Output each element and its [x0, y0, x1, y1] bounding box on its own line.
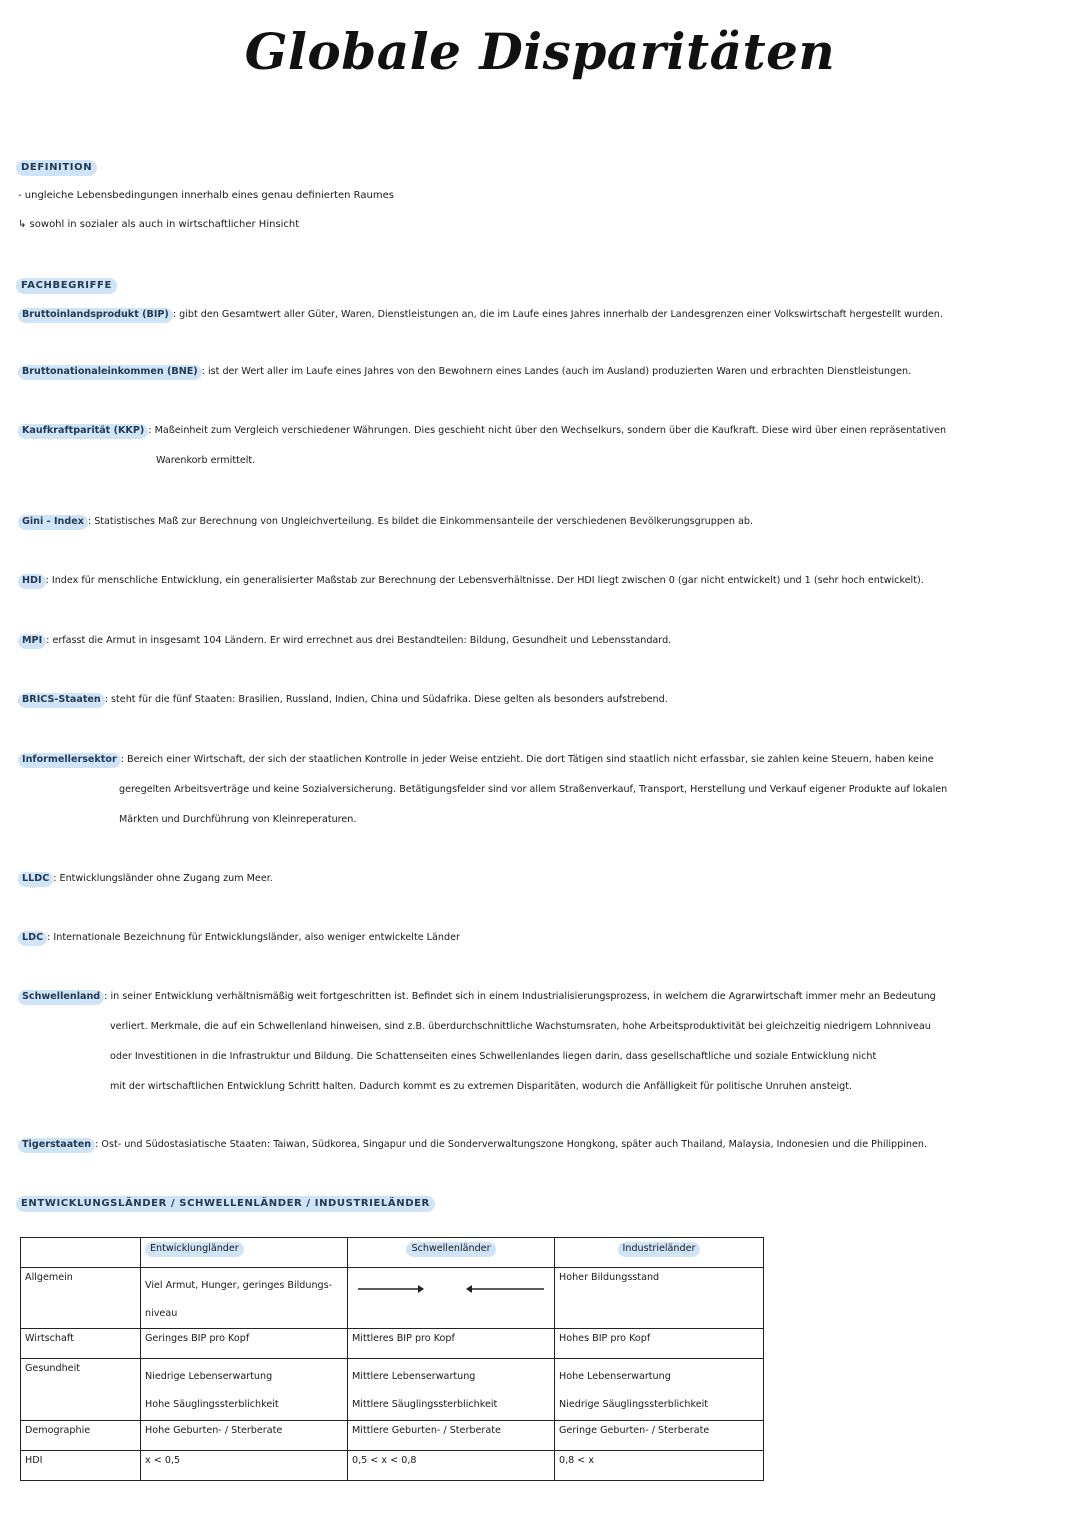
- term-text-continued: geregelten Arbeitsverträge und keine Sozialversicherung. Betätigungsfelder sind vor allem Straßenverkauf, Transport, Herstellung und Verkauf eigener Produkte auf lokalen: [119, 784, 948, 795]
- table-header-empty: [21, 1238, 141, 1268]
- definition-line-2: ↳ sowohl in sozialer als auch in wirtschaftlicher Hinsicht: [18, 219, 300, 230]
- term-text-continued: Märkten und Durchführung von Kleinreperaturen.: [119, 814, 357, 825]
- row-label: Wirtschaft: [21, 1329, 141, 1359]
- table-cell: Mittlere Lebenserwartung Mittlere Säuglingssterblichkeit: [348, 1359, 555, 1421]
- term-entry-tigerstaaten: Tigerstaaten : Ost- und Südostasiatische Staaten: Taiwan, Südkorea, Singapur und die Sonderverwaltungszone Hongkong, später auch Thailand, Malaysia, Indonesien und die Philippinen.: [18, 1130, 1064, 1160]
- arrow-right-icon: [358, 1284, 424, 1294]
- row-label: Demographie: [21, 1421, 141, 1451]
- term-label: Bruttonationaleinkommen (BNE): [18, 365, 202, 380]
- term-label: LLDC: [18, 872, 53, 887]
- term-label: BRICS-Staaten: [18, 693, 105, 708]
- table-row: [21, 1268, 764, 1329]
- section-heading-fachbegriffe: FACHBEGRIFFE: [16, 278, 117, 294]
- term-text: ist der Wert aller im Laufe eines Jahres von den Bewohnern eines Landes (auch im Ausland) produzierten Waren und erbrachten Dienstleistungen.: [207, 366, 912, 377]
- table-cell: Viel Armut, Hunger, geringes Bildungs-niveau: [141, 1268, 348, 1329]
- term-entry-gini: Gini - Index : Statistisches Maß zur Berechnung von Ungleichverteilung. Es bildet die Einkommensanteile der verschiedenen Bevölkerungsgruppen ab.: [18, 507, 1064, 537]
- term-text: steht für die fünf Staaten: Brasilien, Russland, Indien, China und Südafrika. Diese gelten als besonders aufstrebend.: [111, 694, 668, 705]
- row-label: Allgemein: [21, 1268, 141, 1329]
- term-text: Internationale Bezeichnung für Entwicklungsländer, also weniger entwickelte Länder: [53, 932, 460, 943]
- table-header-cell: Industrieländer: [555, 1238, 764, 1268]
- term-text-continued: mit der wirtschaftlichen Entwicklung Schritt halten. Dadurch kommt es zu extremen Disparitäten, wodurch die Anfälligkeit für politische Unruhen ansteigt.: [110, 1081, 853, 1092]
- table-row: [21, 1359, 764, 1421]
- table-cell: Hohe Geburten- / Sterberate: [141, 1421, 348, 1451]
- term-text: Statistisches Maß zur Berechnung von Ungleichverteilung. Es bildet die Einkommensanteile der verschiedenen Bevölkerungsgruppen ab.: [94, 516, 754, 527]
- term-entry-bip: Bruttoinlandsprodukt (BIP) : gibt den Gesamtwert aller Güter, Waren, Dienstleistungen an, die im Laufe eines Jahres innerhalb der Landesgrenzen einer Volkswirtschaft hergestellt wurden.: [18, 300, 1064, 330]
- section-heading-comparison: ENTWICKLUNGSLÄNDER / SCHWELLENLÄNDER / INDUSTRIELÄNDER: [16, 1196, 435, 1212]
- table-cell: Geringe Geburten- / Sterberate: [555, 1421, 764, 1451]
- table-cell: Hoher Bildungsstand: [555, 1268, 764, 1329]
- term-label: Tigerstaaten: [18, 1138, 95, 1153]
- term-text-continued: oder Investitionen in die Infrastruktur und Bildung. Die Schattenseiten eines Schwellenlandes liegen darin, dass gesellschaftliche und soziale Entwicklung nicht: [110, 1051, 877, 1062]
- term-text: Index für menschliche Entwicklung, ein generalisierter Maßstab zur Berechnung der Lebensverhältnisse. Der HDI liegt zwischen 0 (gar nicht entwickelt) und 1 (sehr hoch entwickelt).: [51, 575, 924, 586]
- table-cell: Geringes BIP pro Kopf: [141, 1329, 348, 1359]
- term-text: gibt den Gesamtwert aller Güter, Waren, Dienstleistungen an, die im Laufe eines Jahres innerhalb der Landesgrenzen einer Volkswirtschaft hergestellt wurden.: [179, 309, 943, 320]
- term-text: Bereich einer Wirtschaft, der sich der staatlichen Kontrolle in jeder Weise entzieht. Die dort Tätigen sind staatlich nicht erfassbar, sie zahlen keine Steuern, haben keine: [127, 754, 934, 765]
- term-text: Entwicklungsländer ohne Zugang zum Meer.: [59, 873, 273, 884]
- term-label: Gini - Index: [18, 515, 88, 530]
- table-cell: Mittleres BIP pro Kopf: [348, 1329, 555, 1359]
- row-label: Gesundheit: [21, 1359, 141, 1421]
- term-entry-bne: Bruttonationaleinkommen (BNE) : ist der Wert aller im Laufe eines Jahres von den Bewohnern eines Landes (auch im Ausland) produzierten Waren und erbrachten Dienstleistungen.: [18, 357, 1064, 387]
- term-text-continued: verliert. Merkmale, die auf ein Schwellenland hinweisen, sind z.B. überdurchschnittliche Wachstumsraten, hohe Arbeitsproduktivität bei gleichzeitig niedrigem Lohnniveau: [110, 1021, 931, 1032]
- definition-line-1: - ungleiche Lebensbedingungen innerhalb eines genau definierten Raumes: [18, 190, 394, 201]
- term-entry-brics: BRICS-Staaten : steht für die fünf Staaten: Brasilien, Russland, Indien, China und Südafrika. Diese gelten als besonders aufstrebend.: [18, 685, 1064, 715]
- page-title: Globale Disparitäten: [244, 22, 836, 81]
- term-label: HDI: [18, 574, 46, 589]
- arrow-left-icon: [466, 1284, 544, 1294]
- table-cell: Niedrige Lebenserwartung Hohe Säuglingssterblichkeit: [141, 1359, 348, 1421]
- term-entry-ldc: LDC : Internationale Bezeichnung für Entwicklungsländer, also weniger entwickelte Länder: [18, 923, 1064, 953]
- term-entry-hdi: HDI : Index für menschliche Entwicklung, ein generalisierter Maßstab zur Berechnung der Lebensverhältnisse. Der HDI liegt zwischen 0 (gar nicht entwickelt) und 1 (sehr hoch entwickelt).: [18, 566, 1064, 596]
- table-cell: Mittlere Geburten- / Sterberate: [348, 1421, 555, 1451]
- table-cell: x < 0,5: [141, 1451, 348, 1481]
- term-entry-lldc: LLDC : Entwicklungsländer ohne Zugang zum Meer.: [18, 864, 1064, 894]
- table-cell-arrows: [348, 1268, 555, 1329]
- table-header-cell: Schwellenländer: [348, 1238, 555, 1268]
- term-entry-schwellenland: Schwellenland : in seiner Entwicklung verhältnismäßig weit fortgeschritten ist. Befindet sich in einem Industrialisierungsprozess, in welchem die Agrarwirtschaft immer mehr an Bedeutung verliert. Merkmale, die auf ein Schwellenland hinweisen, sind z.B. überdurchschnittliche Wachstumsraten, hohe Arbeitsproduktivität bei gleichzeitig niedrigem Lohnniveau oder Investitionen in die Infrastruktur und Bildung. Die Schattenseiten eines Schwellenlandes liegen darin, dass gesellschaftliche und soziale Entwicklung nicht mit der wirtschaftlichen Entwicklung Schritt halten. Dadurch kommt es zu extremen Disparitäten, wodurch die Anfälligkeit für politische Unruhen ansteigt.: [18, 982, 1064, 1102]
- term-text: erfasst die Armut in insgesamt 104 Ländern. Er wird errechnet aus drei Bestandteilen: Bildung, Gesundheit und Lebensstandard.: [52, 635, 672, 646]
- table-row: [21, 1451, 764, 1481]
- term-label: Schwellenland: [18, 990, 104, 1005]
- term-label: LDC: [18, 931, 47, 946]
- table-header-cell: Entwicklungländer: [141, 1238, 348, 1268]
- term-label: Bruttoinlandsprodukt (BIP): [18, 308, 173, 323]
- row-label: HDI: [21, 1451, 141, 1481]
- table-cell: Hohes BIP pro Kopf: [555, 1329, 764, 1359]
- term-text: in seiner Entwicklung verhältnismäßig weit fortgeschritten ist. Befindet sich in einem Industrialisierungsprozess, in welchem die Agrarwirtschaft immer mehr an Bedeutung: [110, 991, 936, 1002]
- table-cell: Hohe Lebenserwartung Niedrige Säuglingssterblichkeit: [555, 1359, 764, 1421]
- term-text: Ost- und Südostasiatische Staaten: Taiwan, Südkorea, Singapur und die Sonderverwaltungszone Hongkong, später auch Thailand, Malaysia, Indonesien und die Philippinen.: [101, 1139, 927, 1150]
- table-row: [21, 1421, 764, 1451]
- comparison-table: [20, 1237, 764, 1481]
- term-label: Kaufkraftparität (KKP): [18, 424, 148, 439]
- term-label: MPI: [18, 634, 46, 649]
- table-row: [21, 1329, 764, 1359]
- term-text: Maßeinheit zum Vergleich verschiedener Währungen. Dies geschieht nicht über den Wechselkurs, sondern über die Kaufkraft. Diese wird über einen repräsentativen: [154, 425, 947, 436]
- term-text-continued: Warenkorb ermittelt.: [156, 455, 256, 466]
- term-entry-kkp: Kaufkraftparität (KKP) : Maßeinheit zum Vergleich verschiedener Währungen. Dies geschieht nicht über den Wechselkurs, sondern über die Kaufkraft. Diese wird über einen repräsentativen Warenkorb ermittelt.: [18, 416, 1064, 476]
- term-label: Informellersektor: [18, 753, 121, 768]
- term-entry-mpi: MPI : erfasst die Armut in insgesamt 104 Ländern. Er wird errechnet aus drei Bestandteilen: Bildung, Gesundheit und Lebensstandard.: [18, 626, 1064, 656]
- table-cell: 0,5 < x < 0,8: [348, 1451, 555, 1481]
- table-header-row: [21, 1238, 764, 1268]
- term-entry-informeller-sektor: Informellersektor : Bereich einer Wirtschaft, der sich der staatlichen Kontrolle in jeder Weise entzieht. Die dort Tätigen sind staatlich nicht erfassbar, sie zahlen keine Steuern, haben keine geregelten Arbeitsverträge und keine Sozialversicherung. Betätigungsfelder sind vor allem Straßenverkauf, Transport, Herstellung und Verkauf eigener Produkte auf lokalen Märkten und Durchführung von Kleinreperaturen.: [18, 745, 1064, 835]
- section-heading-definition: DEFINITION: [16, 160, 97, 176]
- table-cell: 0,8 < x: [555, 1451, 764, 1481]
